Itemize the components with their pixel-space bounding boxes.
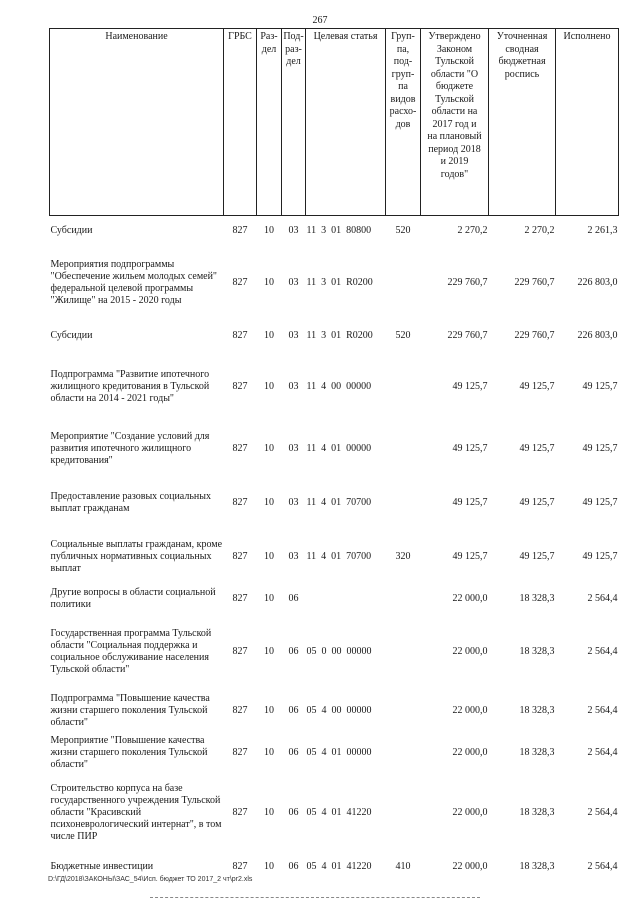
row-podrazdel: 06 <box>288 646 299 657</box>
row-utochnennaya: 49 125,7 <box>519 380 555 392</box>
table-row <box>50 246 619 321</box>
row-razdel: 10 <box>264 380 274 392</box>
header-row <box>50 29 619 216</box>
table-row <box>50 216 619 246</box>
row-name: Другие вопросы в области социальной политики <box>50 586 216 610</box>
row-razdel: 10 <box>264 550 274 562</box>
table-row <box>50 615 619 690</box>
row-razdel: 10 <box>264 224 274 236</box>
row-utverzhdeno: 49 125,7 <box>452 380 488 392</box>
row-grbs: 827 <box>232 860 248 872</box>
row-name: Субсидии <box>50 224 93 236</box>
file-path-footer: D:\ГД\2018\ЗАКОНЫ\ЗАС_54\Исп. бюджет ТО 2017_2 чт\pr2.xls <box>48 876 253 883</box>
row-ispolneno: 2 564,4 <box>587 646 618 657</box>
row-vid-rashodov: 520 <box>395 224 411 236</box>
row-utochnennaya: 229 760,7 <box>514 329 555 341</box>
row-name: Бюджетные инвестиции <box>50 860 154 872</box>
row-grbs: 827 <box>232 806 248 818</box>
row-celevaya-statya: 11 3 01 80800 <box>306 224 372 236</box>
row-ispolneno: 2 564,4 <box>587 592 618 604</box>
row-name: Социальные выплаты гражданам, кроме публичных нормативных социальных выплат <box>50 538 223 574</box>
row-vid-rashodov <box>386 475 421 531</box>
row-grbs: 827 <box>232 277 248 288</box>
row-ispolneno: 2 564,4 <box>587 806 618 818</box>
header-razdel: Раз- дел <box>257 29 282 216</box>
row-podrazdel: 03 <box>288 329 299 341</box>
row-celevaya-statya: 05 4 01 00000 <box>306 746 372 758</box>
row-utochnennaya: 229 760,7 <box>514 277 555 288</box>
row-grbs: 827 <box>232 380 248 392</box>
row-razdel: 10 <box>264 277 274 288</box>
table-row <box>50 351 619 423</box>
row-ispolneno: 226 803,0 <box>577 329 618 341</box>
row-podrazdel: 06 <box>288 860 299 872</box>
row-celevaya-statya: 05 4 00 00000 <box>306 704 372 716</box>
row-vid-rashodov <box>386 774 421 852</box>
row-razdel: 10 <box>264 592 274 604</box>
row-utverzhdeno: 2 270,2 <box>457 224 488 236</box>
row-vid-rashodov <box>386 583 421 615</box>
header-podrazdel: Под- раз- дел <box>282 29 306 216</box>
row-podrazdel: 03 <box>288 442 299 454</box>
row-celevaya-statya: 11 3 01 R0200 <box>306 329 373 341</box>
row-name: Государственная программа Тульской области "Социальная поддержка и социальное обслуживание населения Тульской области" <box>50 628 212 675</box>
header-ispolneno: Исполнено <box>556 29 619 216</box>
table-row <box>50 475 619 531</box>
row-vid-rashodov <box>386 246 421 321</box>
row-celevaya-statya: 11 4 01 70700 <box>306 550 372 562</box>
row-razdel: 10 <box>264 746 274 758</box>
row-ispolneno: 49 125,7 <box>582 380 618 392</box>
row-celevaya-statya: 05 0 00 00000 <box>306 646 372 657</box>
row-utochnennaya: 18 328,3 <box>519 746 555 758</box>
row-ispolneno: 49 125,7 <box>582 442 618 454</box>
bottom-divider <box>150 897 480 899</box>
row-utochnennaya: 18 328,3 <box>519 592 555 604</box>
row-razdel: 10 <box>264 806 274 818</box>
row-grbs: 827 <box>232 329 248 341</box>
row-vid-rashodov <box>386 615 421 690</box>
row-vid-rashodov <box>386 690 421 732</box>
row-razdel: 10 <box>264 329 274 341</box>
row-podrazdel: 03 <box>288 496 299 508</box>
header-utochnennaya: Уточненная сводная бюджетная роспись <box>489 29 556 216</box>
row-ispolneno: 2 564,4 <box>587 704 618 716</box>
header-grbs: ГРБС <box>224 29 257 216</box>
row-utochnennaya: 2 270,2 <box>524 224 555 236</box>
page-number: 267 <box>312 15 328 26</box>
table-row <box>50 774 619 852</box>
row-celevaya-statya: 11 4 01 70700 <box>306 496 372 508</box>
row-ispolneno: 226 803,0 <box>577 277 618 288</box>
row-name: Мероприятие "Создание условий для развития ипотечного жилищного кредитования" <box>50 430 210 466</box>
row-ispolneno: 2 564,4 <box>587 746 618 758</box>
header-name: Наименование <box>50 29 224 216</box>
row-vid-rashodov: 410 <box>395 860 411 872</box>
row-grbs: 827 <box>232 746 248 758</box>
row-ispolneno: 2 261,3 <box>587 224 618 236</box>
row-name: Предоставление разовых социальных выплат гражданам <box>50 490 211 514</box>
row-podrazdel: 03 <box>288 380 299 392</box>
row-grbs: 827 <box>232 550 248 562</box>
row-celevaya-statya: 11 4 00 00000 <box>306 380 372 392</box>
row-utverzhdeno: 22 000,0 <box>452 806 488 818</box>
row-name: Мероприятия подпрограммы "Обеспечение жильем молодых семей" федеральной целевой программы "Жилище" на 2015 - 2020 годы <box>50 259 218 306</box>
header-celevaya-statya: Целевая статья <box>306 29 386 216</box>
row-utochnennaya: 18 328,3 <box>519 646 555 657</box>
table-row <box>50 423 619 475</box>
row-podrazdel: 03 <box>288 277 299 288</box>
row-vid-rashodov <box>386 732 421 774</box>
row-vid-rashodov <box>386 351 421 423</box>
budget-table <box>49 28 619 882</box>
row-grbs: 827 <box>232 224 248 236</box>
row-utverzhdeno: 22 000,0 <box>452 704 488 716</box>
row-ispolneno: 49 125,7 <box>582 496 618 508</box>
header-utverzhdeno: Утверждено Законом Тульской области "О бюджете Тульской области на 2017 год и на плановый период 2018 и 2019 годов" <box>421 29 489 216</box>
table-row <box>50 583 619 615</box>
table-row <box>50 531 619 583</box>
table-row <box>50 732 619 774</box>
row-utverzhdeno: 22 000,0 <box>452 746 488 758</box>
row-utverzhdeno: 22 000,0 <box>452 646 488 657</box>
row-celevaya-statya: 05 4 01 41220 <box>306 806 372 818</box>
row-grbs: 827 <box>232 646 248 657</box>
row-name: Субсидии <box>50 329 93 341</box>
row-razdel: 10 <box>264 646 274 657</box>
row-grbs: 827 <box>232 496 248 508</box>
row-utochnennaya: 18 328,3 <box>519 806 555 818</box>
table-row <box>50 690 619 732</box>
row-utverzhdeno: 229 760,7 <box>447 329 488 341</box>
header-gruppa-vidov-rashodov: Груп- па, под- груп- па видов расхо- дов <box>386 29 421 216</box>
row-utochnennaya: 49 125,7 <box>519 550 555 562</box>
row-utverzhdeno: 229 760,7 <box>447 277 488 288</box>
row-ispolneno: 2 564,4 <box>587 860 618 872</box>
row-grbs: 827 <box>232 592 248 604</box>
row-utochnennaya: 18 328,3 <box>519 704 555 716</box>
row-podrazdel: 03 <box>288 550 299 562</box>
table-row <box>50 321 619 351</box>
row-ispolneno: 49 125,7 <box>582 550 618 562</box>
row-utverzhdeno: 49 125,7 <box>452 442 488 454</box>
row-utochnennaya: 18 328,3 <box>519 860 555 872</box>
row-celevaya-statya: 05 4 01 41220 <box>306 860 372 872</box>
row-podrazdel: 06 <box>288 592 299 604</box>
row-podrazdel: 06 <box>288 746 299 758</box>
row-podrazdel: 06 <box>288 704 299 716</box>
row-podrazdel: 06 <box>288 806 299 818</box>
row-utochnennaya: 49 125,7 <box>519 496 555 508</box>
row-vid-rashodov: 320 <box>395 550 411 562</box>
row-name: Подпрограмма "Повышение качества жизни старшего поколения Тульской области" <box>50 692 210 728</box>
row-utverzhdeno: 22 000,0 <box>452 592 488 604</box>
row-celevaya-statya: 11 3 01 R0200 <box>306 277 373 288</box>
row-vid-rashodov: 520 <box>395 329 411 341</box>
row-razdel: 10 <box>264 496 274 508</box>
row-name: Строительство корпуса на базе государственного учреждения Тульской области "Красивский психоневрологический интернат", в том числе ПИР <box>50 782 222 842</box>
row-grbs: 827 <box>232 704 248 716</box>
row-utverzhdeno: 49 125,7 <box>452 496 488 508</box>
row-celevaya-statya: 11 4 01 00000 <box>306 442 372 454</box>
row-grbs: 827 <box>232 442 248 454</box>
row-celevaya-statya <box>306 583 386 615</box>
row-razdel: 10 <box>264 442 274 454</box>
row-vid-rashodov <box>386 423 421 475</box>
row-name: Мероприятие "Повышение качества жизни старшего поколения Тульской области" <box>50 734 208 770</box>
row-razdel: 10 <box>264 704 274 716</box>
row-podrazdel: 03 <box>288 224 299 236</box>
row-utverzhdeno: 49 125,7 <box>452 550 488 562</box>
row-name: Подпрограмма "Развитие ипотечного жилищного кредитования в Тульской области на 2014 - 2021 годы" <box>50 368 210 404</box>
row-razdel: 10 <box>264 860 274 872</box>
row-utochnennaya: 49 125,7 <box>519 442 555 454</box>
row-utverzhdeno: 22 000,0 <box>452 860 488 872</box>
